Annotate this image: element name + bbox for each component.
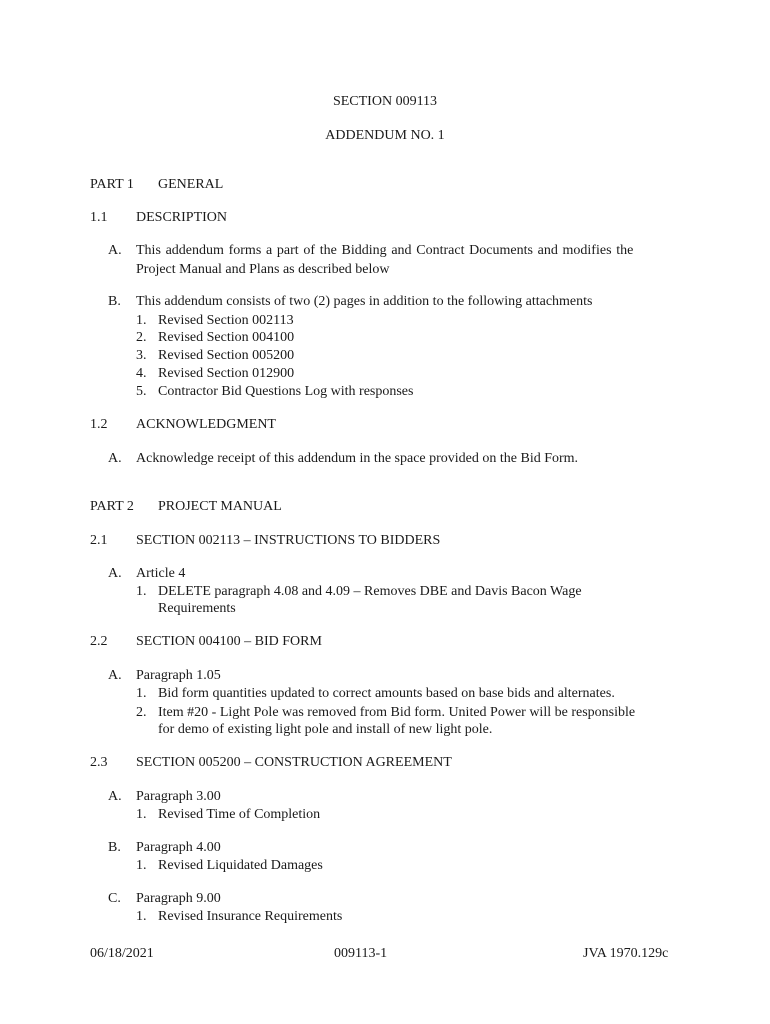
list-item: Item #20 - Light Pole was removed from Bid form. United Power will be responsible	[158, 705, 636, 720]
part1-title: GENERAL	[158, 177, 224, 192]
s1-1-number: 1.1	[90, 210, 108, 225]
s2-3-b-text: Paragraph 4.00	[136, 840, 221, 855]
s2-3-a-text: Paragraph 3.00	[136, 789, 221, 804]
footer-project-number: JVA 1970.129c	[583, 946, 669, 961]
s2-3-a-letter: A.	[108, 789, 122, 804]
part2-label: PART 2	[90, 499, 134, 514]
list-item-number: 1.	[136, 807, 147, 822]
list-item: Revised Section 004100	[158, 330, 295, 345]
list-item: Contractor Bid Questions Log with responses	[158, 384, 414, 399]
s2-3-number: 2.3	[90, 755, 108, 770]
s2-2-a-text: Paragraph 1.05	[136, 668, 221, 683]
list-item: Revised Time of Completion	[158, 807, 321, 822]
list-item: DELETE paragraph 4.08 and 4.09 – Removes DBE and Davis Bacon Wage	[158, 584, 582, 599]
s2-1-title: SECTION 002113 – INSTRUCTIONS TO BIDDERS	[136, 533, 441, 548]
s1-2-title: ACKNOWLEDGMENT	[136, 417, 276, 432]
addendum-title: ADDENDUM NO. 1	[325, 128, 445, 143]
list-item-number: 1.	[136, 909, 147, 924]
s1-2-a-text: Acknowledge receipt of this addendum in the space provided on the Bid Form.	[136, 451, 579, 466]
s2-2-number: 2.2	[90, 634, 108, 649]
list-item: Revised Insurance Requirements	[158, 909, 343, 924]
list-item: Revised Section 005200	[158, 348, 295, 363]
list-item-number: 2.	[136, 705, 147, 720]
list-item-continuation: for demo of existing light pole and install of new light pole.	[158, 722, 493, 737]
list-item: Revised Section 012900	[158, 366, 295, 381]
s2-1-a-text: Article 4	[136, 566, 186, 581]
list-item-number: 1.	[136, 686, 147, 701]
s2-3-c-text: Paragraph 9.00	[136, 891, 221, 906]
list-item-number: 5.	[136, 384, 147, 399]
s1-1-a-line2: Project Manual and Plans as described below	[136, 262, 390, 277]
list-item-number: 2.	[136, 330, 147, 345]
s1-2-number: 1.2	[90, 417, 108, 432]
s2-2-title: SECTION 004100 – BID FORM	[136, 634, 322, 649]
s2-1-number: 2.1	[90, 533, 108, 548]
s2-2-a-letter: A.	[108, 668, 122, 683]
list-item-number: 1.	[136, 313, 147, 328]
s2-3-b-letter: B.	[108, 840, 121, 855]
footer-page-number: 009113-1	[334, 946, 388, 961]
s1-1-b-letter: B.	[108, 294, 121, 309]
s1-1-a-letter: A.	[108, 243, 122, 258]
footer-date: 06/18/2021	[90, 946, 154, 961]
s1-1-b-text: This addendum consists of two (2) pages in addition to the following attachments	[136, 294, 593, 309]
s1-2-a-letter: A.	[108, 451, 122, 466]
list-item-continuation: Requirements	[158, 601, 236, 616]
list-item: Revised Section 002113	[158, 313, 294, 328]
s1-1-title: DESCRIPTION	[136, 210, 228, 225]
list-item: Bid form quantities updated to correct amounts based on base bids and alternates.	[158, 686, 615, 701]
list-item-number: 1.	[136, 858, 147, 873]
part1-label: PART 1	[90, 177, 134, 192]
part2-title: PROJECT MANUAL	[158, 499, 282, 514]
s2-1-a-letter: A.	[108, 566, 122, 581]
list-item-number: 1.	[136, 584, 147, 599]
s2-3-c-letter: C.	[108, 891, 121, 906]
list-item: Revised Liquidated Damages	[158, 858, 323, 873]
section-title: SECTION 009113	[332, 94, 438, 109]
list-item-number: 3.	[136, 348, 147, 363]
s2-3-title: SECTION 005200 – CONSTRUCTION AGREEMENT	[136, 755, 452, 770]
s1-1-a-line1: This addendum forms a part of the Bidding and Contract Documents and modifies the	[136, 243, 634, 258]
list-item-number: 4.	[136, 366, 147, 381]
